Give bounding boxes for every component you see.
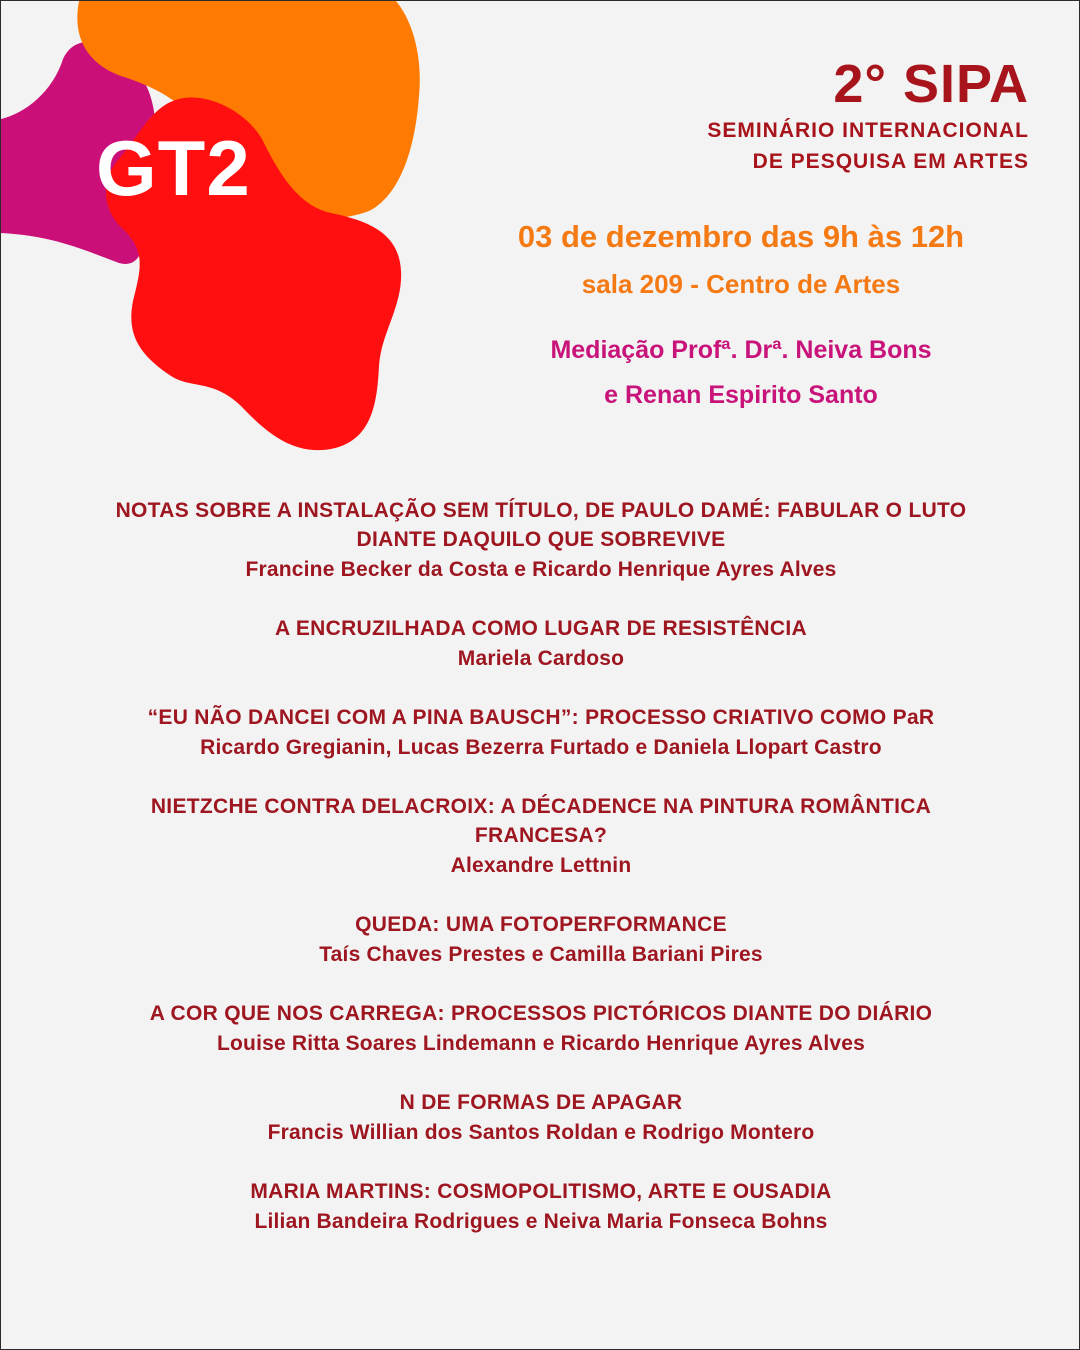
talk-title: NIETZCHE CONTRA DELACROIX: A DÉCADENCE NA PINTURA ROMÂNTICA FRANCESA?	[150, 795, 932, 847]
talk-authors: Louise Ritta Soares Lindemann e Ricardo Henrique Ayres Alves	[216, 1032, 866, 1055]
event-subtitle-line2: DE PESQUISA EM ARTES	[752, 150, 1029, 173]
talk-item	[1, 1088, 1080, 1148]
talk-title: MARIA MARTINS: COSMOPOLITISMO, ARTE E OUSADIA	[250, 1180, 832, 1203]
talk-item	[1, 703, 1080, 763]
event-room: sala 209 - Centro de Artes	[581, 269, 901, 299]
talk-item	[1, 910, 1080, 970]
talk-title: “EU NÃO DANCEI COM A PINA BAUSCH”: PROCESSO CRIATIVO COMO PaR	[147, 706, 935, 729]
talk-authors: Alexandre Lettnin	[450, 854, 632, 877]
talk-authors: Francis Willian dos Santos Roldan e Rodrigo Montero	[267, 1121, 815, 1144]
event-header	[707, 54, 1029, 177]
abstract-blobs-graphic	[1, 1, 421, 461]
event-title: 2° SIPA	[833, 54, 1029, 114]
gt2-label: GT2	[96, 124, 251, 212]
talk-authors: Francine Becker da Costa e Ricardo Henrique Ayres Alves	[245, 558, 837, 581]
event-mediation	[441, 328, 1041, 418]
event-subtitle-line1: SEMINÁRIO INTERNACIONAL	[707, 119, 1029, 142]
talk-title: A ENCRUZILHADA COMO LUGAR DE RESISTÊNCIA	[275, 617, 807, 640]
talk-item	[1, 496, 1080, 585]
talk-item	[1, 792, 1080, 881]
event-date: 03 de dezembro das 9h às 12h	[517, 219, 965, 254]
talk-title: QUEDA: UMA FOTOPERFORMANCE	[355, 913, 727, 936]
event-subtitle	[707, 115, 1029, 177]
talk-title: N DE FORMAS DE APAGAR	[399, 1091, 683, 1114]
talk-authors: Mariela Cardoso	[457, 647, 625, 670]
talk-item	[1, 999, 1080, 1059]
talk-title: A COR QUE NOS CARREGA: PROCESSOS PICTÓRICOS DIANTE DO DIÁRIO	[149, 1002, 933, 1025]
talk-authors: Taís Chaves Prestes e Camilla Bariani Pires	[319, 943, 763, 966]
talk-title: NOTAS SOBRE A INSTALAÇÃO SEM TÍTULO, DE PAULO DAMÉ: FABULAR O LUTO DIANTE DAQUILO QUE SOBREVIVE	[115, 499, 967, 551]
talk-authors: Lilian Bandeira Rodrigues e Neiva Maria Fonseca Bohns	[254, 1210, 828, 1233]
talk-item	[1, 614, 1080, 674]
mediation-line2: e Renan Espirito Santo	[604, 381, 878, 409]
mediation-line1: Mediação Profª. Drª. Neiva Bons	[550, 336, 932, 364]
talk-authors: Ricardo Gregianin, Lucas Bezerra Furtado e Daniela Llopart Castro	[200, 736, 882, 759]
talk-list	[1, 496, 1080, 1266]
talk-item	[1, 1177, 1080, 1237]
